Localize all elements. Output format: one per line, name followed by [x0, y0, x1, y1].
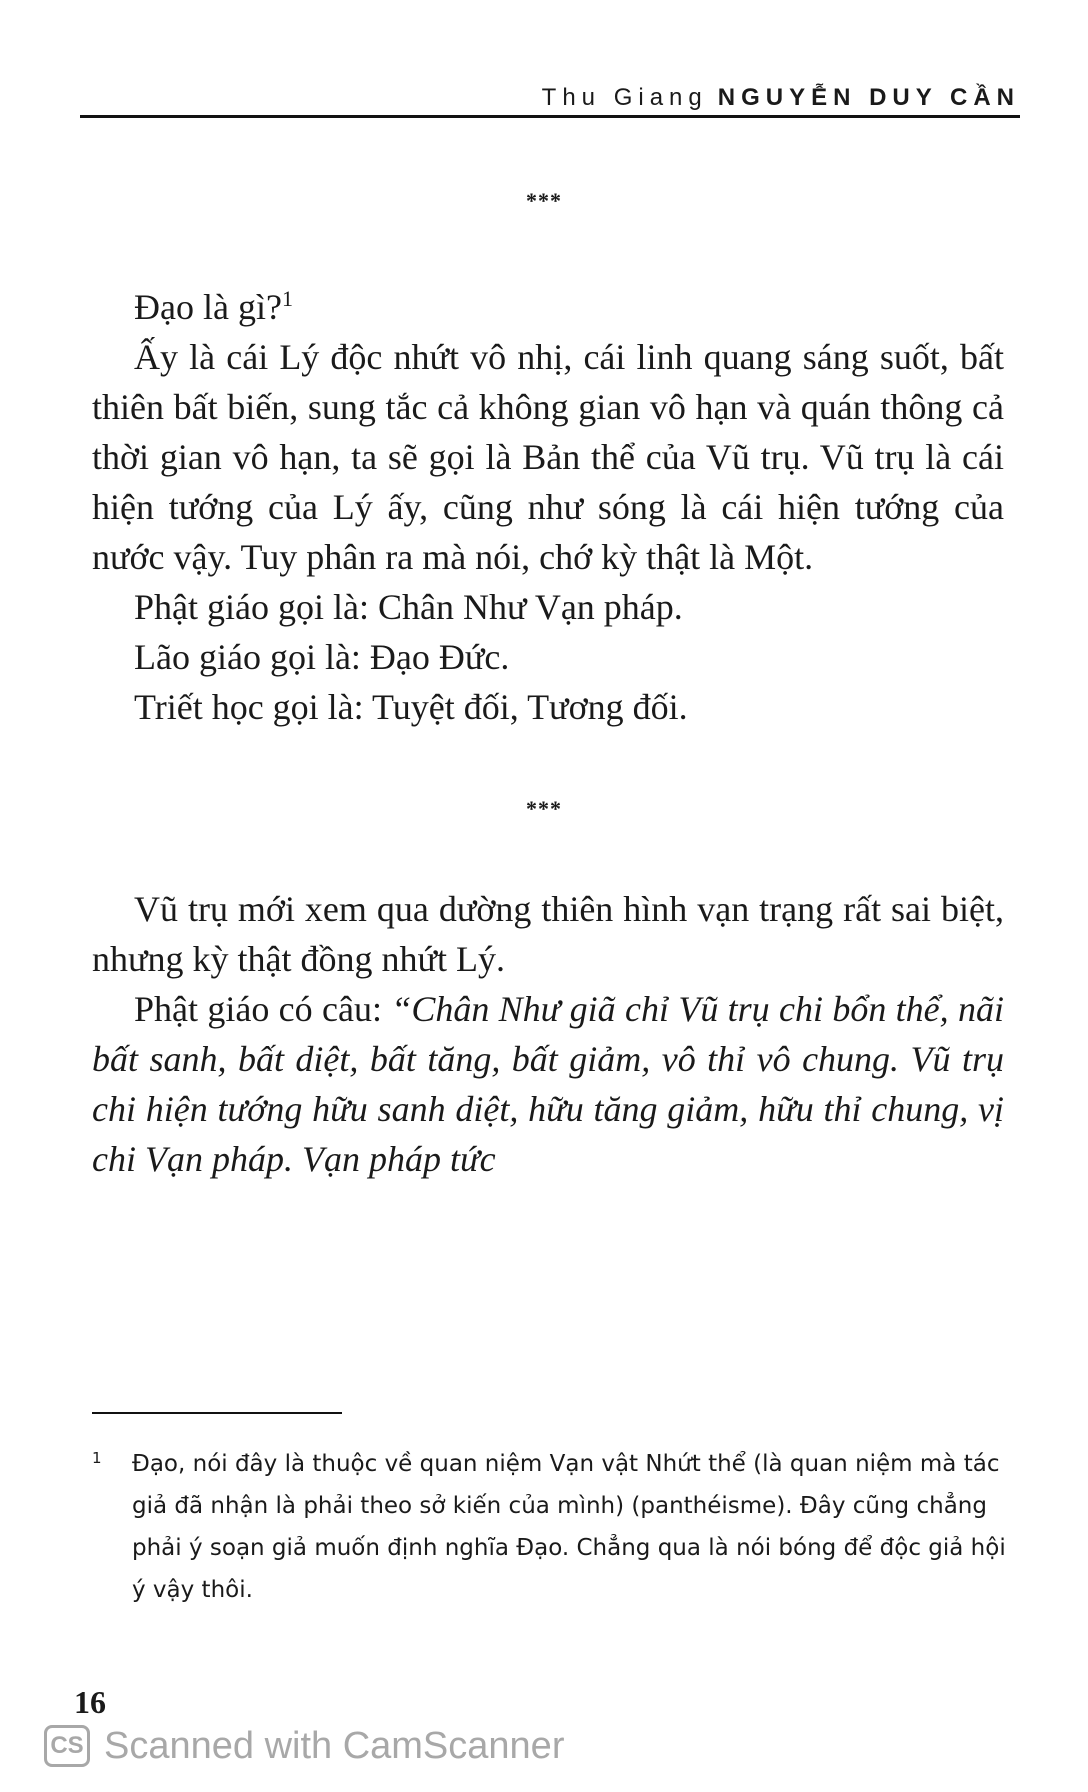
page-number: 16	[74, 1684, 106, 1720]
footnote-reference: 1	[281, 286, 293, 311]
footnote-text: Đạo, nói đây là thuộc về quan niệm Vạn vật Nhứt thể (là quan niệm mà tác giả đã nhận là phải theo sở kiến của mình) (panthéisme). Đây cũng chẳng phải ý soạn giả muốn định nghĩa Đạo. Chẳng qua là nói bóng để độc giả hội ý vậy thôi.	[132, 1451, 1006, 1603]
camscanner-watermark	[44, 1720, 564, 1772]
footnote	[92, 1443, 1022, 1611]
header-book-title: Thu Giang	[541, 84, 708, 111]
section-2-quote	[92, 984, 1004, 1184]
header-rule	[80, 115, 1020, 118]
section-separator-middle: ***	[526, 796, 562, 821]
question-line: Đạo là gì?$^1$	[134, 286, 293, 327]
section-2-paragraph: Vũ trụ mới xem qua dường thiên hình vạn trạng rất sai biệt, nhưng kỳ thật đồng nhứt Lý.	[92, 889, 1004, 979]
quote-lead: Phật giáo có câu:	[134, 989, 392, 1029]
section-separator-top: ***	[526, 188, 562, 213]
quote-italic: “Chân Như giã chỉ Vũ trụ chi bổn thể, nãi bất sanh, bất diệt, bất tăng, bất giảm, vô thỉ vô chung. Vũ trụ chi hiện tướng hữu sanh diệt, hữu tăng giảm, hữu thỉ chung, vị chi Vạn pháp. Vạn pháp tức	[92, 989, 1004, 1179]
footnote-rule	[92, 1412, 342, 1414]
philosophy-line: Triết học gọi là: Tuyệt đối, Tương đối.	[134, 687, 688, 727]
section-1-text	[92, 282, 1004, 732]
camscanner-logo-icon: CS	[44, 1725, 90, 1767]
header-author: NGUYỄN DUY CẦN	[717, 84, 1020, 111]
section-2-text	[92, 884, 1004, 1184]
running-header	[80, 84, 1020, 114]
section-1-paragraph: Ấy là cái Lý độc nhứt vô nhị, cái linh quang sáng suốt, bất thiên bất biến, sung tắc cả không gian vô hạn và quán thông cả thời gian vô hạn, ta sẽ gọi là Bản thể của Vũ trụ. Vũ trụ là cái hiện tướng của Lý ấy, cũng như sóng là cái hiện tướng của nước vậy. Tuy phân ra mà nói, chớ kỳ thật là Một.	[92, 337, 1004, 577]
watermark-text: Scanned with CamScanner	[104, 1724, 565, 1767]
taoism-line: Lão giáo gọi là: Đạo Đức.	[134, 637, 510, 677]
buddhism-line: Phật giáo gọi là: Chân Như Vạn pháp.	[134, 587, 683, 627]
footnote-marker: 1	[92, 1449, 102, 1467]
